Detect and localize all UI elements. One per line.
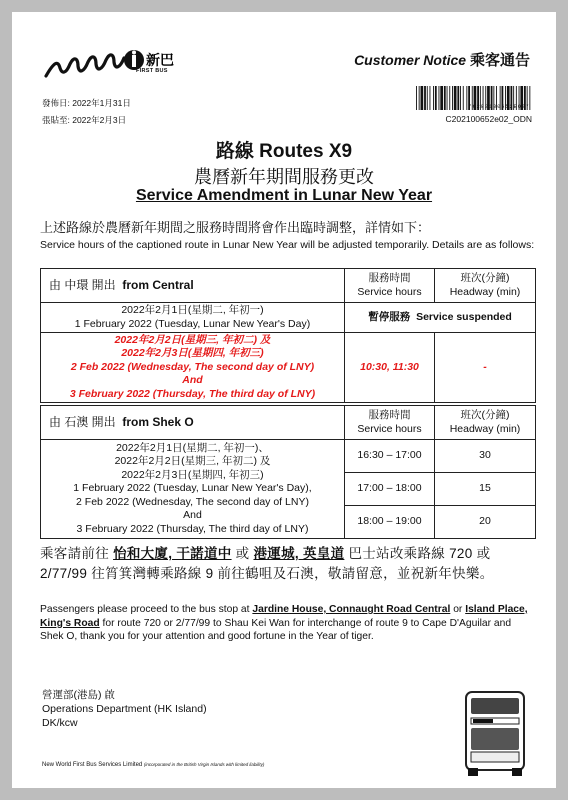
date-line: 2022年2月3日(星期四, 年初三) xyxy=(121,347,264,360)
company-footer xyxy=(42,762,264,768)
passenger-notice-en xyxy=(40,603,536,644)
date-line: 2 Feb 2022 (Wednesday, The second day of LNY) xyxy=(70,360,315,373)
origin-en: from Central xyxy=(122,277,194,292)
service-hours-cell: 18:00 – 19:00 xyxy=(345,506,435,539)
text: 乘客請前往 xyxy=(40,546,114,561)
col-headway xyxy=(435,406,536,440)
notice-cn: 乘客通告 xyxy=(469,52,530,69)
date-cn: 2022年2月1日(星期二, 年初一) xyxy=(121,304,264,317)
text: 巴士站改乘路線 720 或 2/77/99 往筲箕灣轉乘路線 9 前往鶴咀及石澳，敬請留意，並祝新年快樂。 xyxy=(40,546,494,582)
col-headway-en: Headway (min) xyxy=(449,422,521,435)
department-signoff xyxy=(42,688,207,731)
date-line: 2022年2月2日(星期三, 年初二) 及 xyxy=(114,333,271,346)
first-bus-logo-icon xyxy=(44,44,174,82)
col-headway xyxy=(435,269,536,303)
col-service-hours xyxy=(345,269,435,303)
date-line: And xyxy=(183,509,202,522)
table-row xyxy=(41,303,536,333)
service-hours-cell: 16:30 – 17:00 xyxy=(345,440,435,473)
date-cell xyxy=(41,303,345,333)
date-line: 3 February 2022 (Thursday, The third day of LNY) xyxy=(69,387,316,400)
logo-text: 新巴 xyxy=(146,53,174,69)
signoff: DK/kcw xyxy=(42,717,78,730)
barcode-text: *C202100652E02* xyxy=(468,104,530,110)
intro-en: Service hours of the captioned route in Lunar New Year will be adjusted temporarily. Details are as follows: xyxy=(40,239,535,251)
suspended-en: Service suspended xyxy=(416,310,512,323)
passenger-notice-cn xyxy=(40,544,534,585)
timetable-shek-o xyxy=(40,405,536,539)
col-service-hours xyxy=(345,406,435,440)
company-name: New World First Bus Services Limited xyxy=(42,762,143,768)
col-hours-en: Service hours xyxy=(357,422,422,435)
date-cell xyxy=(41,440,345,539)
issue-date: 發佈日: 2022年1月31日 xyxy=(42,98,131,108)
date-line: 2022年2月2日(星期三, 年初二) 及 xyxy=(114,455,271,468)
company-note: (incorporated in the British Virgin Islands with limited liability) xyxy=(143,762,265,767)
origin-cn: 由 中環 開出 xyxy=(49,277,116,292)
subtitle-cn: 農曆新年期間服務更改 xyxy=(194,167,374,187)
table-row xyxy=(41,333,536,403)
bus-stop-jardine-house-en: Jardine House, Connaught Road Central xyxy=(252,604,451,615)
origin-cn: 由 石澳 開出 xyxy=(49,414,116,429)
date-line: 3 February 2022 (Thursday, The third day of LNY) xyxy=(76,522,309,535)
text: for route 720 or 2/77/99 to Shau Kei Wan for interchange of route 9 to Cape D'Aguilar and Shek O, thank you for your attention and good fortune in the Year of tiger. xyxy=(40,617,512,643)
origin-central xyxy=(41,269,345,303)
bus-stop-jardine-house-cn: 怡和大廈, 干諾道中 xyxy=(113,546,232,561)
dept-cn: 營運部(港島) 啟 xyxy=(42,689,115,701)
service-hours-cell: 10:30, 11:30 xyxy=(345,333,435,403)
origin-en: from Shek O xyxy=(122,414,194,429)
table-row xyxy=(41,440,536,473)
bus-stop-island-place-cn: 港運城, 英皇道 xyxy=(253,546,345,561)
text: 或 xyxy=(231,546,254,561)
col-headway-cn: 班次(分鐘) xyxy=(460,272,510,285)
date-en: 1 February 2022 (Tuesday, Lunar New Year's Day) xyxy=(74,317,311,330)
origin-shek-o xyxy=(41,406,345,440)
subtitle-en: Service Amendment in Lunar New Year xyxy=(135,187,433,204)
customer-notice-label xyxy=(354,49,530,70)
headway-cell: 20 xyxy=(435,506,536,539)
suspended-cn: 暫停服務 xyxy=(368,310,411,323)
date-line: 1 February 2022 (Tuesday, Lunar New Year's Day), xyxy=(73,482,312,495)
text: or xyxy=(450,604,466,615)
date-line: And xyxy=(182,374,203,387)
service-hours-cell: 17:00 – 18:00 xyxy=(345,473,435,506)
date-line: 2022年2月1日(星期二, 年初一)、 xyxy=(116,441,269,454)
date-line: 2 Feb 2022 (Wednesday, The second day of LNY) xyxy=(76,495,309,508)
col-headway-en: Headway (min) xyxy=(449,285,521,298)
headway-cell: 30 xyxy=(435,440,536,473)
intro-cn: 上述路線於農曆新年期間之服務時間將會作出臨時調整，詳情如下： xyxy=(40,220,431,235)
col-headway-cn: 班次(分鐘) xyxy=(460,409,510,422)
headway-cell: - xyxy=(435,333,536,403)
service-suspended xyxy=(345,303,536,333)
timetable-central xyxy=(40,268,536,403)
double-decker-bus-icon xyxy=(462,688,528,778)
logo-sub: FIRST BUS xyxy=(136,68,168,74)
headway-cell: 15 xyxy=(435,473,536,506)
text: Passengers please proceed to the bus stop at xyxy=(40,604,253,615)
route-title: 路線 Routes X9 xyxy=(215,141,353,162)
dept-en: Operations Department (HK Island) xyxy=(42,703,207,716)
posting-date: 張貼至: 2022年2月3日 xyxy=(42,115,127,125)
date-cell xyxy=(41,333,345,403)
date-line: 2022年2月3日(星期四, 年初三) xyxy=(121,468,264,481)
notice-en: Customer Notice xyxy=(354,52,467,68)
bus-stop-island-place-en: Island Place, King's Road xyxy=(40,604,528,629)
reference-number: C202100652e02_ODN xyxy=(445,114,532,124)
col-hours-en: Service hours xyxy=(357,285,422,298)
col-hours-cn: 服務時間 xyxy=(368,272,411,285)
col-hours-cn: 服務時間 xyxy=(368,409,411,422)
